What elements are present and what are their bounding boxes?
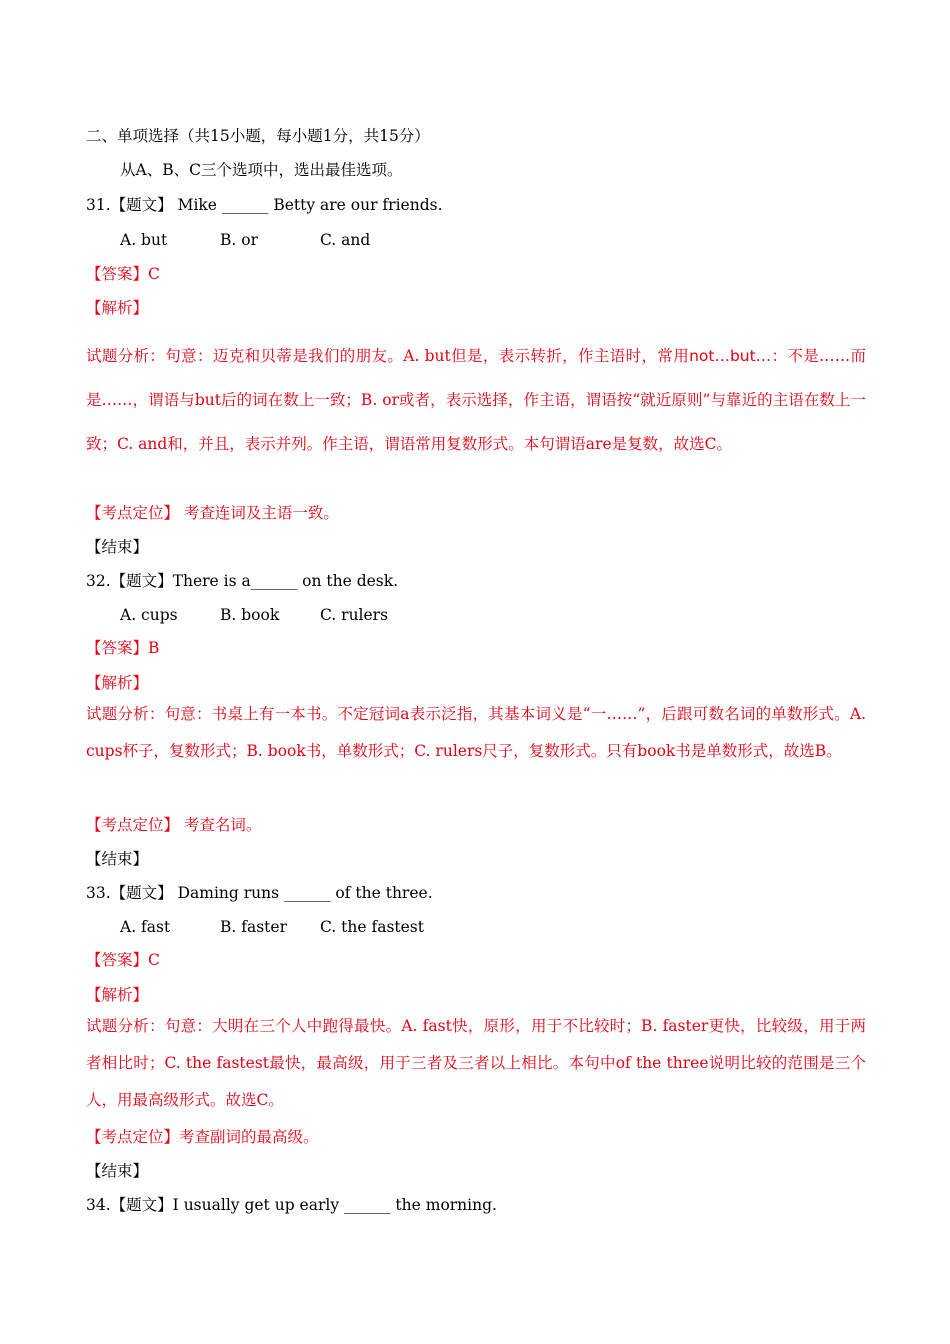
option-c: C. the fastest <box>320 918 424 936</box>
option-a: A. cups <box>120 606 178 624</box>
question-33-end: 【结束】 <box>86 1162 149 1180</box>
question-31-point: 【考点定位】 考查连词及主语一致。 <box>86 504 339 522</box>
question-33-analysis-label: 【解析】 <box>86 986 149 1004</box>
question-33-options <box>120 917 424 937</box>
question-31-analysis-label: 【解析】 <box>86 299 149 317</box>
question-32-point: 【考点定位】 考查名词。 <box>86 816 262 834</box>
option-c: C. and <box>320 231 371 249</box>
option-b: B. book <box>220 606 280 624</box>
question-32-analysis: 试题分析：句意：书桌上有一本书。不定冠词a表示泛指，其基本词义是“一……”，后跟可数名词的单数形式。A. cups杯子，复数形式；B. book书，单数形式；C. rulers尺子，复数形式。只有book书是单数形式，故选B。 <box>86 705 866 760</box>
section-instruction: 从A、B、C三个选项中，选出最佳选项。 <box>120 161 403 179</box>
question-32-answer: 【答案】B <box>86 639 160 657</box>
not-but-pattern: not…but… <box>689 347 772 365</box>
question-32-analysis-label: 【解析】 <box>86 674 149 692</box>
question-33-point: 【考点定位】考查副词的最高级。 <box>86 1128 319 1146</box>
question-31-stem: 31.【题文】 Mike ______ Betty are our friends. <box>86 196 443 214</box>
question-31-end: 【结束】 <box>86 538 149 556</box>
question-33-stem: 33.【题文】 Daming runs ______ of the three. <box>86 884 433 902</box>
option-b: B. faster <box>220 918 287 936</box>
question-33-analysis: 试题分析：句意：大明在三个人中跑得最快。A. fast快，原形，用于不比较时；B. faster更快，比较级，用于两者相比时；C. the fastest最快，最高级，用于三者及三者以上相比。本句中of the three说明比较的范围是三个人，用最高级形式。故选C。 <box>86 1017 866 1109</box>
question-31-analysis: 试题分析：句意：迈克和贝蒂是我们的朋友。A. but但是，表示转折，作主语时，常用not…but…：不是……而是……，谓语与but后的词在数上一致；B. or或者，表示选择，作主语，谓语按“就近原则”与靠近的主语在数上一致；C. and和，并且，表示并列。作主语，谓语常用复数形式。本句谓语are是复数，故选C。 <box>86 347 866 453</box>
question-31-options <box>120 230 420 250</box>
option-b: B. or <box>220 231 258 249</box>
question-32-end: 【结束】 <box>86 850 149 868</box>
option-a: A. fast <box>120 918 171 936</box>
question-31-answer: 【答案】C <box>86 265 160 283</box>
question-32-stem: 32.【题文】There is a______ on the desk. <box>86 572 399 590</box>
option-c: C. rulers <box>320 606 389 624</box>
section-heading: 二、单项选择（共15小题，每小题1分，共15分） <box>86 127 430 145</box>
question-34-stem: 34.【题文】I usually get up early ______ the morning. <box>86 1196 497 1214</box>
option-a: A. but <box>120 231 168 249</box>
question-32-options <box>120 605 420 625</box>
question-33-answer: 【答案】C <box>86 951 160 969</box>
